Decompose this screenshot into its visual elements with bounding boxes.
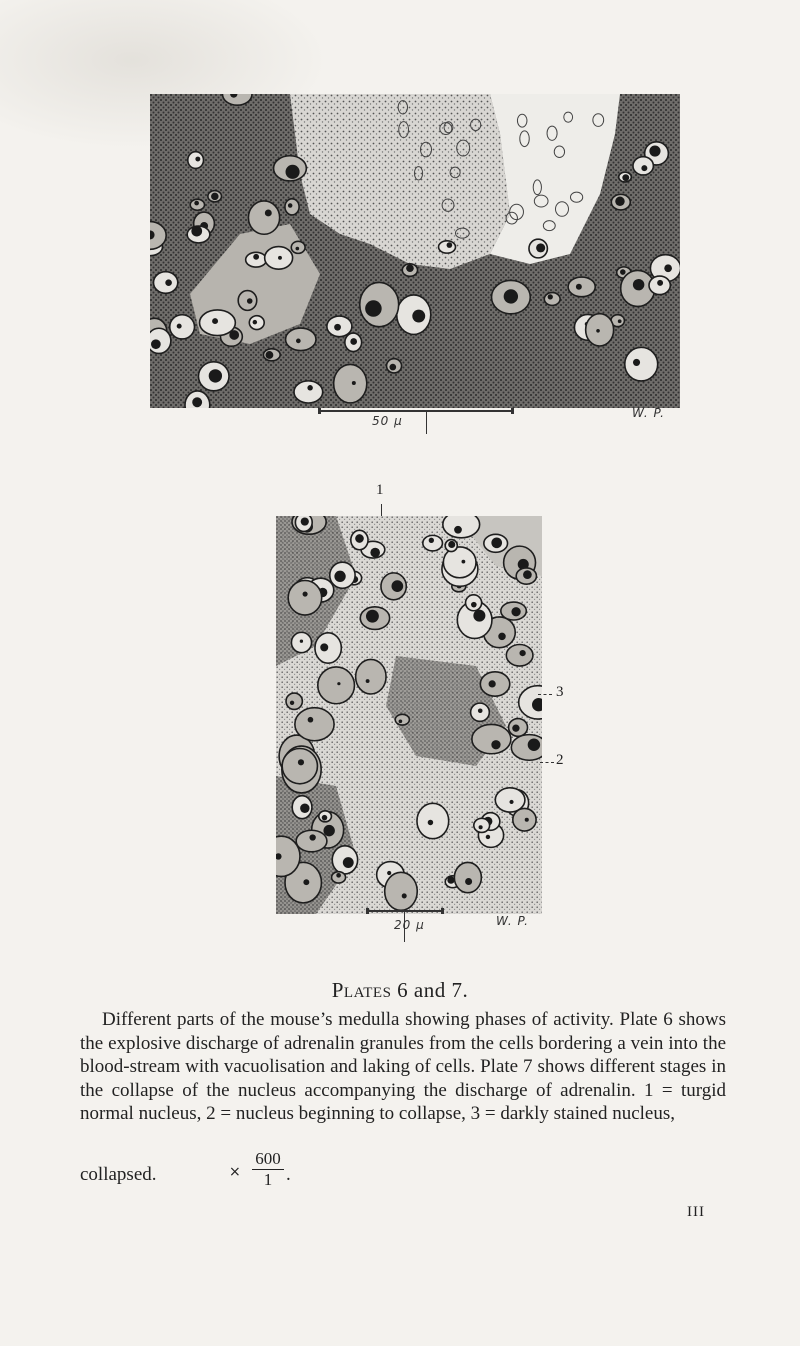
caption-body bbox=[80, 1008, 726, 1126]
plate-6-scale-label: 50 μ bbox=[372, 414, 403, 428]
nucleolus bbox=[519, 650, 525, 656]
nucleolus bbox=[300, 804, 309, 813]
plate-7-initials: W. P. bbox=[496, 914, 529, 928]
cell-nucleus bbox=[395, 714, 409, 725]
nucleolus bbox=[596, 329, 600, 333]
nucleolus bbox=[548, 294, 553, 299]
caption-title bbox=[0, 978, 800, 1003]
nucleolus bbox=[428, 820, 433, 825]
nucleolus bbox=[618, 319, 622, 323]
nucleolus bbox=[295, 247, 299, 251]
magnification-fraction bbox=[248, 1150, 288, 1189]
nucleolus bbox=[308, 717, 314, 723]
page-number: III bbox=[687, 1204, 705, 1220]
plate-7-label-2: 2 bbox=[556, 752, 564, 768]
cell-nucleus bbox=[286, 693, 302, 709]
cell-nucleus bbox=[295, 708, 334, 741]
nucleolus bbox=[334, 571, 345, 582]
cell-nucleus bbox=[544, 293, 560, 306]
nucleolus bbox=[491, 740, 500, 749]
cell-nucleus bbox=[506, 645, 533, 667]
nucleolus bbox=[536, 243, 545, 252]
nucleolus bbox=[253, 320, 257, 324]
magnification-end: . bbox=[286, 1164, 291, 1185]
nucleolus bbox=[525, 818, 529, 822]
cell-nucleus bbox=[334, 364, 367, 402]
caption-title-prefix: Plates bbox=[331, 978, 392, 1002]
caption-title-rest: 6 and 7. bbox=[397, 978, 469, 1002]
cell-nucleus bbox=[417, 803, 449, 838]
nucleolus bbox=[323, 825, 334, 836]
plate-7-scale-label: 20 μ bbox=[394, 918, 425, 932]
nucleolus bbox=[509, 800, 513, 804]
nucleolus bbox=[301, 517, 309, 525]
cell-nucleus bbox=[443, 516, 480, 538]
plate-6-initials: W. P. bbox=[632, 406, 665, 420]
nucleolus bbox=[195, 157, 200, 162]
plate-6-scale-bar bbox=[318, 410, 514, 412]
nucleolus bbox=[486, 835, 490, 839]
nucleolus bbox=[212, 318, 218, 324]
nucleolus bbox=[454, 526, 462, 534]
nucleolus bbox=[334, 324, 341, 331]
cell-nucleus bbox=[356, 659, 386, 694]
nucleolus bbox=[511, 607, 520, 616]
nucleolus bbox=[288, 203, 293, 208]
nucleolus bbox=[471, 602, 477, 608]
cell-nucleus bbox=[385, 872, 418, 910]
cell-nucleus bbox=[318, 667, 355, 704]
nucleolus bbox=[337, 682, 340, 685]
cell-nucleus bbox=[625, 347, 658, 381]
nucleolus bbox=[479, 825, 483, 829]
nucleolus bbox=[352, 381, 356, 385]
nucleolus bbox=[343, 857, 354, 868]
nucleolus bbox=[322, 815, 328, 821]
nucleolus bbox=[512, 725, 519, 732]
nucleolus bbox=[303, 591, 308, 596]
cell-nucleus bbox=[285, 199, 299, 215]
nucleolus bbox=[300, 640, 303, 643]
nucleolus bbox=[391, 580, 403, 592]
nucleolus bbox=[211, 193, 218, 200]
nucleolus bbox=[253, 254, 259, 260]
nucleolus bbox=[355, 534, 364, 543]
cell-nucleus bbox=[286, 328, 316, 350]
cell-nucleus bbox=[513, 808, 536, 831]
plate-7-label-2-pointer bbox=[540, 762, 554, 763]
nucleolus bbox=[633, 359, 640, 366]
plate-6-scale-tick bbox=[426, 412, 427, 434]
nucleolus bbox=[429, 538, 434, 543]
nucleolus bbox=[465, 878, 472, 885]
nucleolus bbox=[209, 369, 222, 382]
nucleolus bbox=[406, 264, 414, 272]
nucleolus bbox=[523, 570, 532, 579]
cell-nucleus bbox=[472, 724, 511, 753]
nucleolus bbox=[498, 633, 505, 640]
nucleolus bbox=[448, 541, 455, 548]
nucleolus bbox=[620, 269, 626, 275]
nucleolus bbox=[615, 197, 624, 206]
nucleolus bbox=[265, 351, 273, 359]
cell-nucleus bbox=[474, 818, 490, 832]
nucleolus bbox=[641, 165, 647, 171]
nucleolus bbox=[576, 284, 582, 290]
nucleolus bbox=[320, 643, 328, 651]
caption-collapsed: collapsed. bbox=[80, 1164, 157, 1185]
nucleolus bbox=[303, 879, 309, 885]
nucleolus bbox=[489, 680, 496, 687]
cell-nucleus bbox=[294, 381, 323, 403]
nucleolus bbox=[389, 364, 396, 371]
nucleolus bbox=[399, 719, 403, 723]
cell-nucleus bbox=[248, 201, 279, 234]
magnification-times: × bbox=[229, 1164, 241, 1180]
nucleolus bbox=[664, 264, 672, 272]
magnification-denominator: 1 bbox=[263, 1170, 273, 1189]
nucleolus bbox=[296, 339, 301, 344]
nucleolus bbox=[633, 279, 644, 290]
plate-7-scale-bar bbox=[366, 910, 444, 912]
nucleolus bbox=[370, 548, 380, 558]
cell-nucleus bbox=[454, 862, 481, 892]
nucleolus bbox=[290, 701, 294, 705]
nucleolus bbox=[412, 310, 425, 323]
plate-7-label-3-pointer bbox=[538, 694, 552, 695]
plate-6-micrograph bbox=[150, 94, 680, 408]
nucleolus bbox=[336, 873, 341, 878]
nucleolus bbox=[194, 201, 199, 206]
cell-nucleus bbox=[170, 315, 195, 339]
nucleolus bbox=[191, 226, 202, 237]
nucleolus bbox=[366, 610, 379, 623]
plate-7-label-1: 1 bbox=[376, 482, 384, 498]
nucleolus bbox=[307, 385, 312, 390]
nucleolus bbox=[387, 871, 391, 875]
cell-nucleus bbox=[586, 314, 614, 346]
nucleolus bbox=[298, 759, 304, 765]
cell-nucleus bbox=[282, 749, 317, 784]
nucleolus bbox=[622, 174, 629, 181]
cell-nucleus bbox=[296, 830, 327, 852]
plate-7-micrograph bbox=[276, 516, 542, 914]
nucleolus bbox=[365, 300, 382, 317]
caption-paragraph: Different parts of the mouse’s medulla showing phases of activity. Plate 6 shows the explosive discharge of adrenalin granules from the cells bordering a vein into the blood-stream with vacuolisation and laking of cells. Plate 7 shows different stages in the collapse of the nucleus accompanying the discharge of adrenalin. 1 = turgid normal nucleus, 2 = nucleus beginning to collapse, 3 = darkly stained nucleus, bbox=[80, 1009, 726, 1124]
nucleolus bbox=[478, 708, 483, 713]
magnification-line bbox=[80, 1150, 380, 1190]
nucleolus bbox=[504, 289, 518, 303]
cell-nucleus bbox=[423, 535, 443, 551]
cell-nucleus bbox=[288, 580, 321, 615]
nucleolus bbox=[278, 256, 282, 260]
nucleolus bbox=[265, 209, 272, 216]
nucleolus bbox=[165, 279, 172, 286]
nucleolus bbox=[402, 893, 407, 898]
nucleolus bbox=[649, 145, 660, 156]
nucleolus bbox=[286, 165, 300, 179]
nucleolus bbox=[309, 834, 315, 840]
nucleolus bbox=[177, 324, 182, 329]
nucleolus bbox=[151, 339, 161, 349]
plate-7-label-3: 3 bbox=[556, 684, 564, 700]
magnification-numerator: 600 bbox=[255, 1149, 281, 1168]
nucleolus bbox=[350, 338, 357, 345]
nucleolus bbox=[657, 280, 663, 286]
nucleolus bbox=[366, 679, 370, 683]
nucleolus bbox=[447, 242, 453, 248]
cell-nucleus bbox=[439, 241, 456, 253]
nucleolus bbox=[462, 560, 466, 564]
nucleolus bbox=[192, 397, 202, 407]
nucleolus bbox=[491, 537, 502, 548]
nucleolus bbox=[528, 738, 540, 750]
nucleolus bbox=[247, 298, 253, 304]
